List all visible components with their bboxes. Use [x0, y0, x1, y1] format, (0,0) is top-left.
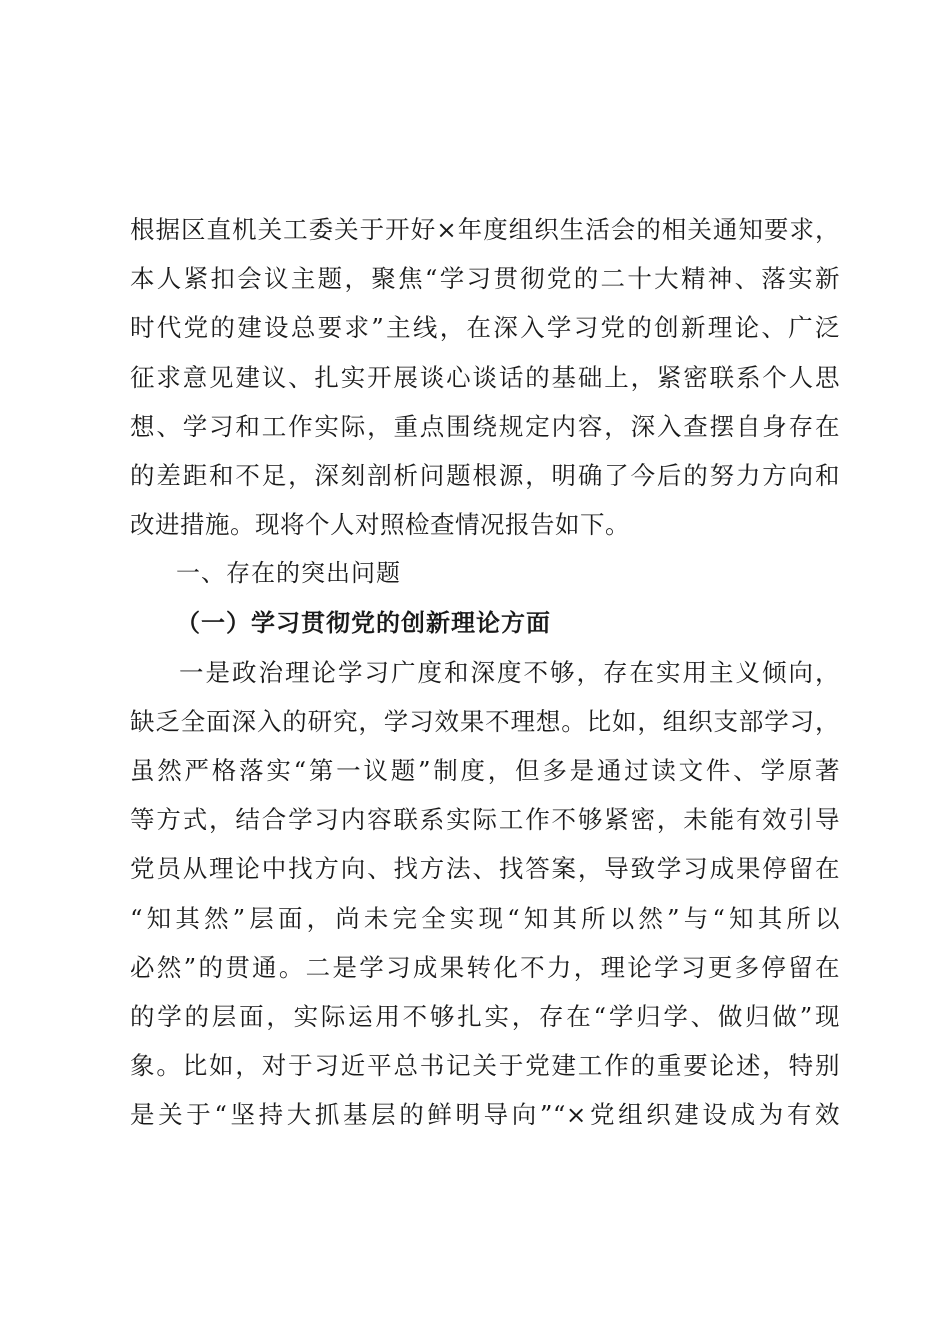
body-line: 党员从理论中找方向、找方法、找答案，导致学习成果停留在 — [130, 854, 840, 884]
body-line: 缺乏全面深入的研究，学习效果不理想。比如，组织支部学习， — [130, 706, 840, 736]
body-line: 虽然严格落实“第一议题”制度，但多是通过读文件、学原著 — [130, 756, 840, 786]
subsection-heading: （一）学习贯彻党的创新理论方面 — [176, 608, 551, 637]
body-line: 象。比如，对于习近平总书记关于党建工作的重要论述，特别 — [130, 1051, 840, 1081]
body-line: 一是政治理论学习广度和深度不够，存在实用主义倾向， — [179, 657, 840, 687]
body-line: “知其然”层面，尚未完全实现“知其所以然”与“知其所以 — [130, 903, 840, 933]
document-body — [130, 205, 840, 1140]
section-heading: 一、存在的突出问题 — [176, 559, 401, 588]
body-line: 是关于“坚持大抓基层的鲜明导向”“×党组织建设成为有效 — [130, 1100, 840, 1130]
intro-line: 征求意见建议、扎实开展谈心谈话的基础上，紧密联系个人思 — [130, 362, 840, 392]
intro-line: 本人紧扣会议主题，聚焦“学习贯彻党的二十大精神、落实新 — [130, 264, 840, 294]
intro-line: 时代党的建设总要求”主线，在深入学习党的创新理论、广泛 — [130, 313, 840, 343]
body-line: 必然”的贯通。二是学习成果转化不力，理论学习更多停留在 — [130, 952, 840, 982]
intro-line: 改进措施。现将个人对照检查情况报告如下。 — [130, 510, 630, 540]
intro-line: 想、学习和工作实际，重点围绕规定内容，深入查摆自身存在 — [130, 411, 840, 441]
intro-line: 根据区直机关工委关于开好×年度组织生活会的相关通知要求， — [130, 215, 840, 244]
body-line: 的学的层面，实际运用不够扎实，存在“学归学、做归做”现 — [130, 1002, 840, 1031]
intro-line: 的差距和不足，深刻剖析问题根源，明确了今后的努力方向和 — [130, 460, 840, 490]
body-line: 等方式，结合学习内容联系实际工作不够紧密，未能有效引导 — [130, 805, 840, 835]
